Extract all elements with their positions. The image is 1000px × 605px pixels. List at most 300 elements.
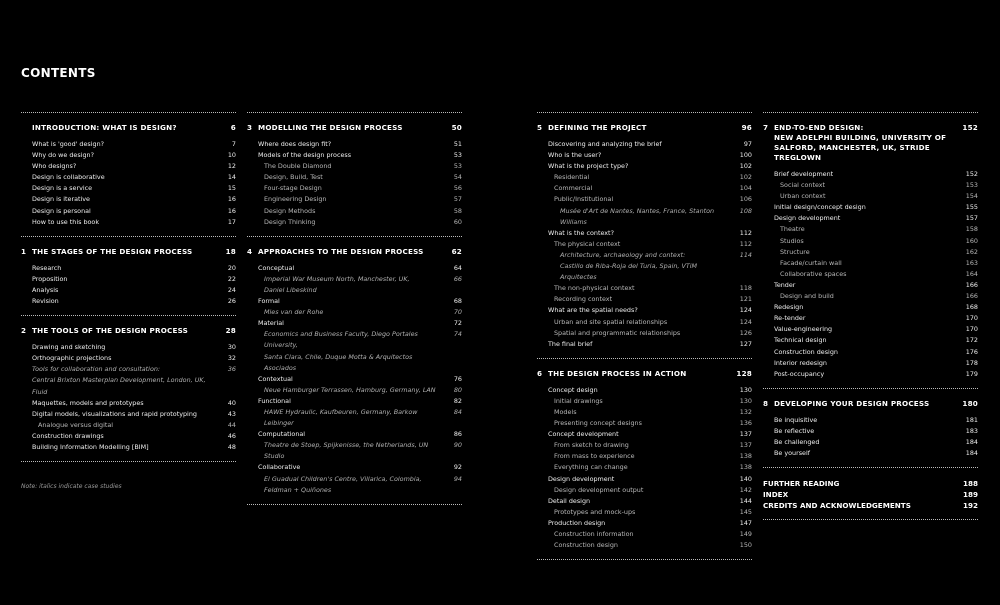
- entry-page: 108: [739, 206, 752, 215]
- toc-entry[interactable]: [21, 217, 236, 228]
- toc-entry[interactable]: [537, 305, 752, 316]
- page-title: CONTENTS: [21, 66, 96, 80]
- toc-entry[interactable]: [21, 364, 236, 375]
- chapter-title: MODELLING THE DESIGN PROCESS: [258, 123, 403, 132]
- toc-entry[interactable]: [763, 347, 978, 358]
- back-matter-entry[interactable]: [763, 478, 978, 489]
- entry-label: Everything can change: [554, 463, 628, 472]
- toc-entry[interactable]: [21, 194, 236, 205]
- toc-entry[interactable]: [247, 407, 462, 429]
- toc-entry[interactable]: [763, 369, 978, 380]
- toc-column-3: [537, 112, 752, 560]
- entry-page: 137: [739, 441, 752, 450]
- entry-label: Formal: [258, 297, 280, 306]
- toc-entry[interactable]: [537, 150, 752, 161]
- entry-page: 192: [962, 501, 978, 511]
- entry-page: 168: [965, 303, 978, 312]
- toc-entry[interactable]: [247, 307, 462, 318]
- toc-entry[interactable]: [247, 352, 462, 374]
- toc-entry[interactable]: [21, 442, 236, 453]
- entry-page: 24: [227, 285, 236, 294]
- toc-entry[interactable]: [763, 202, 978, 213]
- chapter-heading[interactable]: [537, 123, 752, 133]
- entry-page: 70: [453, 308, 462, 317]
- toc-entry[interactable]: [247, 161, 462, 172]
- entry-page: 102: [739, 162, 752, 171]
- chapter-heading[interactable]: [763, 123, 978, 163]
- entry-label: Brief development: [774, 170, 834, 178]
- toc-column-2: [247, 112, 462, 505]
- toc-entry[interactable]: [247, 274, 462, 285]
- entry-label: Design, Build, Test: [264, 173, 323, 182]
- toc-entry[interactable]: [537, 429, 752, 440]
- chapter-number: 6: [537, 368, 543, 378]
- entry-page: 160: [965, 236, 978, 245]
- entry-label: Construction drawings: [32, 431, 104, 440]
- entry-label: Mies van der Rohe: [264, 308, 324, 317]
- entry-label: FURTHER READING: [763, 479, 840, 489]
- toc-entry[interactable]: [247, 263, 462, 274]
- dotted-divider: [763, 519, 978, 520]
- toc-entry[interactable]: [537, 183, 752, 194]
- toc-entry[interactable]: [537, 206, 752, 228]
- entry-page: 22: [227, 274, 236, 283]
- chapter-page: 152: [962, 123, 978, 132]
- entry-label: Building Information Modelling [BIM]: [32, 442, 149, 451]
- toc-entry[interactable]: [763, 426, 978, 437]
- entry-label: Maquettes, models and prototypes: [32, 398, 144, 407]
- toc-entry[interactable]: [21, 296, 236, 307]
- toc-entry[interactable]: [247, 139, 462, 150]
- toc-entry[interactable]: [247, 329, 462, 351]
- entry-page: 26: [227, 297, 236, 306]
- entry-page: 68: [453, 297, 462, 306]
- toc-entry[interactable]: [537, 239, 752, 250]
- chapter-number: 2: [21, 326, 27, 336]
- entry-label: Architecture, archaeology and context:: [560, 250, 686, 259]
- entry-label: Tools for collaboration and consultation:: [32, 365, 161, 374]
- toc-entry[interactable]: [537, 407, 752, 418]
- chapter-page: 28: [225, 326, 236, 336]
- toc-entry[interactable]: [763, 313, 978, 324]
- toc-entry[interactable]: [537, 283, 752, 294]
- entry-label: Daniel Libeskind: [264, 285, 317, 294]
- chapter-title: THE TOOLS OF THE DESIGN PROCESS: [32, 326, 189, 336]
- entry-page: 94: [453, 474, 462, 483]
- toc-entry[interactable]: [763, 335, 978, 346]
- toc-entry[interactable]: [763, 213, 978, 224]
- toc-entry[interactable]: [21, 375, 236, 397]
- toc-chapter: [537, 113, 752, 358]
- entry-label: Design Methods: [264, 206, 316, 215]
- entry-page: [442, 485, 462, 496]
- chapter-heading[interactable]: [247, 123, 462, 133]
- entry-page: 58: [453, 206, 462, 215]
- entry-page: [442, 352, 462, 374]
- entry-page: 112: [739, 239, 752, 248]
- toc-entry[interactable]: [763, 269, 978, 280]
- chapter-number: 7: [763, 123, 769, 132]
- entry-label: Design is collaborative: [32, 173, 105, 182]
- entry-label: Value-engineering: [774, 325, 833, 334]
- toc-chapter: [763, 389, 978, 467]
- entry-page: 170: [965, 325, 978, 334]
- entry-label: Re-tender: [774, 314, 806, 323]
- entry-label: Theatre: [780, 225, 805, 234]
- entry-page: 86: [453, 430, 462, 439]
- entry-label: From sketch to drawing: [554, 441, 629, 450]
- entry-label: Revision: [32, 297, 59, 306]
- toc-entry[interactable]: [537, 507, 752, 518]
- entry-page: 152: [965, 170, 978, 178]
- entry-page: 57: [453, 195, 462, 204]
- toc-entry[interactable]: [21, 409, 236, 420]
- entry-label: Design Thinking: [264, 217, 316, 226]
- entry-label: Castillo de Riba-Roja del Turia, Spain, VTiM Arquitectes: [560, 262, 698, 282]
- toc-entry[interactable]: [247, 396, 462, 407]
- toc-entry[interactable]: [21, 263, 236, 274]
- entry-label: Theatre de Stoep, Spijkenisse, the Netherlands, UN Studio: [264, 441, 429, 461]
- toc-entry[interactable]: [763, 191, 978, 202]
- entry-label: Analogue versus digital: [38, 420, 114, 429]
- toc-entry[interactable]: [537, 194, 752, 205]
- chapter-heading[interactable]: [537, 369, 752, 379]
- toc-entry[interactable]: [763, 324, 978, 335]
- entry-page: 166: [965, 280, 978, 289]
- toc-entry[interactable]: [537, 485, 752, 496]
- toc-entry[interactable]: [247, 217, 462, 228]
- entry-page: 121: [739, 295, 752, 304]
- toc-entry[interactable]: [247, 485, 462, 496]
- entry-label: Post-occupancy: [774, 369, 825, 378]
- entry-page: 138: [739, 452, 752, 461]
- toc-entry[interactable]: [763, 224, 978, 235]
- entry-label: Engineering Design: [264, 195, 327, 204]
- entry-label: How to use this book: [32, 217, 100, 226]
- entry-page: 53: [453, 162, 462, 171]
- entry-label: Central Brixton Masterplan Development, London, UK, Fluid: [32, 376, 206, 396]
- entry-page: 157: [965, 214, 978, 223]
- entry-page: 90: [453, 441, 462, 450]
- toc-entry[interactable]: [21, 150, 236, 161]
- entry-label: Construction information: [554, 530, 634, 538]
- entry-page: 66: [453, 274, 462, 283]
- entry-page: 53: [453, 151, 462, 160]
- entry-label: The physical context: [554, 239, 621, 248]
- toc-entry[interactable]: [537, 139, 752, 150]
- entry-label: Concept design: [548, 385, 598, 394]
- entry-page: 7: [231, 140, 236, 148]
- entry-label: Prototypes and mock-ups: [554, 507, 636, 516]
- toc-entry[interactable]: [763, 415, 978, 426]
- toc-entry[interactable]: [247, 440, 462, 462]
- toc-entry[interactable]: [537, 540, 752, 551]
- toc-chapter: [537, 359, 752, 559]
- toc-entry[interactable]: [537, 317, 752, 328]
- entry-page: 40: [227, 398, 236, 407]
- toc-entry[interactable]: [247, 474, 462, 485]
- toc-entry[interactable]: [537, 518, 752, 529]
- toc-entry[interactable]: [537, 418, 752, 429]
- toc-entry[interactable]: [247, 296, 462, 307]
- entry-page: 130: [739, 396, 752, 405]
- entry-label: Construction design: [554, 541, 618, 550]
- entry-label: Tender: [774, 280, 796, 289]
- toc-entry[interactable]: [21, 342, 236, 353]
- entry-label: Design is a service: [32, 184, 93, 193]
- toc-entry[interactable]: [763, 169, 978, 180]
- toc-entry[interactable]: [21, 285, 236, 296]
- chapter-heading[interactable]: [247, 247, 462, 257]
- toc-entry[interactable]: [537, 328, 752, 339]
- toc-entry[interactable]: [247, 172, 462, 183]
- toc-entry[interactable]: [763, 291, 978, 302]
- toc-entry[interactable]: [537, 294, 752, 305]
- entry-label: What are the spatial needs?: [548, 306, 638, 315]
- entry-label: HAWE Hydraulic, Kaufbeuren, Germany, Barkow Leibinger: [264, 407, 418, 428]
- entry-label: Models of the design process: [258, 151, 352, 160]
- toc-entry[interactable]: [247, 462, 462, 473]
- toc-entry[interactable]: [537, 451, 752, 462]
- dotted-divider: [537, 559, 752, 560]
- toc-entry[interactable]: [537, 529, 752, 540]
- chapter-title: DEFINING THE PROJECT: [548, 123, 647, 132]
- entry-label: Be reflective: [774, 426, 815, 435]
- entry-page: 138: [739, 463, 752, 472]
- toc-entry[interactable]: [537, 250, 752, 261]
- toc-entry[interactable]: [537, 172, 752, 183]
- toc-entry[interactable]: [537, 440, 752, 451]
- toc-entry[interactable]: [763, 258, 978, 269]
- entry-label: Commercial: [554, 184, 593, 193]
- chapter-number: 4: [247, 246, 253, 256]
- entry-page: 48: [227, 442, 236, 451]
- chapter-title: INTRODUCTION: WHAT IS DESIGN?: [32, 123, 177, 132]
- toc-entry[interactable]: [21, 161, 236, 172]
- toc-entry[interactable]: [763, 247, 978, 258]
- entry-page: 32: [227, 354, 236, 363]
- toc-entry[interactable]: [247, 318, 462, 329]
- chapter-title: END-TO-END DESIGN:: [774, 123, 864, 132]
- toc-entry[interactable]: [537, 396, 752, 407]
- toc-entry[interactable]: [537, 161, 752, 172]
- entry-page: 188: [962, 479, 978, 489]
- entry-page: 184: [965, 437, 978, 446]
- entry-label: Santa Clara, Chile, Duque Motta & Arquitectos Asociados: [264, 352, 413, 372]
- entry-page: 158: [965, 225, 978, 234]
- entry-label: The Double Diamond: [264, 162, 332, 171]
- entry-page: 43: [227, 409, 236, 418]
- entry-label: Interior redesign: [774, 358, 827, 367]
- entry-label: Who designs?: [32, 162, 77, 171]
- entry-label: Discovering and analyzing the brief: [548, 140, 662, 148]
- toc-entry[interactable]: [21, 139, 236, 150]
- toc-entry[interactable]: [763, 236, 978, 247]
- toc-entry[interactable]: [21, 398, 236, 409]
- toc-entry[interactable]: [537, 385, 752, 396]
- chapter-heading[interactable]: [21, 123, 236, 133]
- chapter-heading[interactable]: [21, 247, 236, 257]
- entry-page: 17: [227, 217, 236, 226]
- chapter-heading[interactable]: [21, 326, 236, 336]
- toc-entry[interactable]: [21, 206, 236, 217]
- entry-page: 127: [739, 339, 752, 348]
- entry-page: 92: [453, 463, 462, 472]
- entry-page: 15: [227, 184, 236, 193]
- entry-label: What is the context?: [548, 228, 614, 237]
- toc-entry[interactable]: [763, 302, 978, 313]
- entry-label: Design development: [548, 474, 615, 483]
- chapter-page: 50: [451, 123, 462, 132]
- entry-page: 153: [965, 181, 978, 190]
- toc-chapter: [21, 113, 236, 236]
- entry-page: 149: [739, 530, 752, 538]
- entry-page: 118: [739, 284, 752, 293]
- entry-page: 76: [453, 374, 462, 383]
- entry-label: Recording context: [554, 295, 613, 304]
- chapter-page: 128: [736, 368, 752, 378]
- toc-entry[interactable]: [763, 437, 978, 448]
- toc-entry[interactable]: [21, 172, 236, 183]
- entry-page: 164: [965, 269, 978, 278]
- entry-page: 124: [739, 317, 752, 326]
- entry-label: Urban and site spatial relationships: [554, 317, 668, 326]
- entry-page: 104: [739, 184, 752, 193]
- toc-entry[interactable]: [537, 474, 752, 485]
- entry-label: Presenting concept designs: [554, 419, 642, 428]
- entry-label: Initial design/concept design: [774, 203, 866, 212]
- toc-entry[interactable]: [537, 261, 752, 283]
- entry-label: Residential: [554, 173, 590, 182]
- entry-page: 82: [453, 396, 462, 405]
- entry-label: Contextual: [258, 374, 293, 383]
- entry-page: 147: [739, 518, 752, 527]
- toc-entry[interactable]: [21, 431, 236, 442]
- entry-label: Structure: [780, 247, 810, 256]
- entry-label: Material: [258, 319, 284, 328]
- entry-label: Design is personal: [32, 206, 91, 215]
- entry-page: 16: [227, 206, 236, 215]
- toc-entry[interactable]: [537, 228, 752, 239]
- toc-entry[interactable]: [247, 285, 462, 296]
- entry-label: Concept development: [548, 430, 619, 439]
- entry-label: Studios: [780, 236, 804, 245]
- chapter-heading[interactable]: [763, 399, 978, 409]
- entry-label: Computational: [258, 430, 306, 439]
- toc-entry[interactable]: [247, 206, 462, 217]
- entry-label: CREDITS AND ACKNOWLEDGEMENTS: [763, 501, 911, 511]
- entry-label: Be challenged: [774, 437, 820, 446]
- toc-entry[interactable]: [763, 358, 978, 369]
- chapter-page: 180: [962, 398, 978, 408]
- toc-entry[interactable]: [763, 180, 978, 191]
- entry-page: 112: [739, 228, 752, 237]
- entry-page: 166: [965, 292, 978, 301]
- entry-label: Research: [32, 263, 62, 272]
- entry-label: Design development output: [554, 485, 644, 494]
- entry-page: 30: [227, 343, 236, 352]
- entry-label: Construction design: [774, 347, 838, 356]
- toc-entry[interactable]: [21, 183, 236, 194]
- entry-label: Digital models, visualizations and rapid prototyping: [32, 409, 197, 418]
- toc-entry[interactable]: [247, 429, 462, 440]
- chapter-title: DEVELOPING YOUR DESIGN PROCESS: [774, 398, 930, 408]
- entry-page: 170: [965, 314, 978, 323]
- entry-page: 10: [227, 151, 236, 160]
- entry-page: 56: [453, 184, 462, 193]
- entry-label: Be inquisitive: [774, 415, 818, 424]
- chapter-page: 18: [225, 246, 236, 256]
- entry-label: Public/Institutional: [554, 195, 614, 204]
- entry-page: 154: [965, 192, 978, 201]
- chapter-number: 5: [537, 123, 543, 132]
- entry-page: 140: [739, 474, 752, 483]
- back-matter-entry[interactable]: [763, 500, 978, 511]
- toc-entry[interactable]: [763, 448, 978, 459]
- entry-label: Initial drawings: [554, 396, 603, 405]
- chapter-title: THE STAGES OF THE DESIGN PROCESS: [32, 246, 193, 256]
- toc-entry[interactable]: [537, 496, 752, 507]
- entry-label: Drawing and sketching: [32, 343, 106, 352]
- entry-label: Social context: [780, 181, 826, 190]
- chapter-number: 8: [763, 398, 769, 408]
- entry-page: 72: [453, 319, 462, 328]
- toc-entry[interactable]: [21, 420, 236, 431]
- toc-entry[interactable]: [247, 150, 462, 161]
- toc-entry[interactable]: [21, 353, 236, 364]
- toc-entry[interactable]: [537, 462, 752, 473]
- entry-page: 44: [227, 420, 236, 429]
- entry-page: 102: [739, 173, 752, 182]
- entry-page: 106: [739, 195, 752, 204]
- entry-page: 132: [739, 407, 752, 416]
- toc-column-1: [21, 112, 236, 462]
- chapter-page: 62: [451, 246, 462, 256]
- toc-entry[interactable]: [763, 280, 978, 291]
- entry-page: 124: [739, 306, 752, 315]
- entry-label: Detail design: [548, 496, 591, 505]
- entry-page: 162: [965, 247, 978, 256]
- toc-entry[interactable]: [247, 183, 462, 194]
- toc-entry[interactable]: [247, 194, 462, 205]
- entry-label: Proposition: [32, 274, 68, 283]
- entry-page: 16: [227, 195, 236, 204]
- entry-label: The final brief: [548, 339, 593, 348]
- entry-page: 100: [739, 151, 752, 160]
- entry-page: 74: [453, 330, 462, 339]
- entry-label: The non-physical context: [554, 284, 635, 293]
- entry-page: 142: [739, 485, 752, 494]
- toc-entry[interactable]: [247, 385, 462, 396]
- entry-page: 179: [965, 369, 978, 378]
- entry-page: 163: [965, 258, 978, 267]
- entry-label: Collaborative spaces: [780, 269, 847, 278]
- toc-entry[interactable]: [21, 274, 236, 285]
- entry-page: 172: [965, 336, 978, 345]
- toc-chapter: [247, 113, 462, 236]
- entry-page: 136: [739, 419, 752, 428]
- toc-entry[interactable]: [247, 374, 462, 385]
- entry-page: 155: [965, 203, 978, 212]
- entry-label: Design development: [774, 214, 841, 223]
- entry-page: [442, 285, 462, 296]
- entry-page: 80: [453, 385, 462, 394]
- back-matter-entry[interactable]: [763, 489, 978, 500]
- dotted-divider: [247, 504, 462, 505]
- entry-page: 144: [739, 496, 752, 505]
- toc-entry[interactable]: [537, 339, 752, 350]
- entry-page: 84: [453, 407, 462, 416]
